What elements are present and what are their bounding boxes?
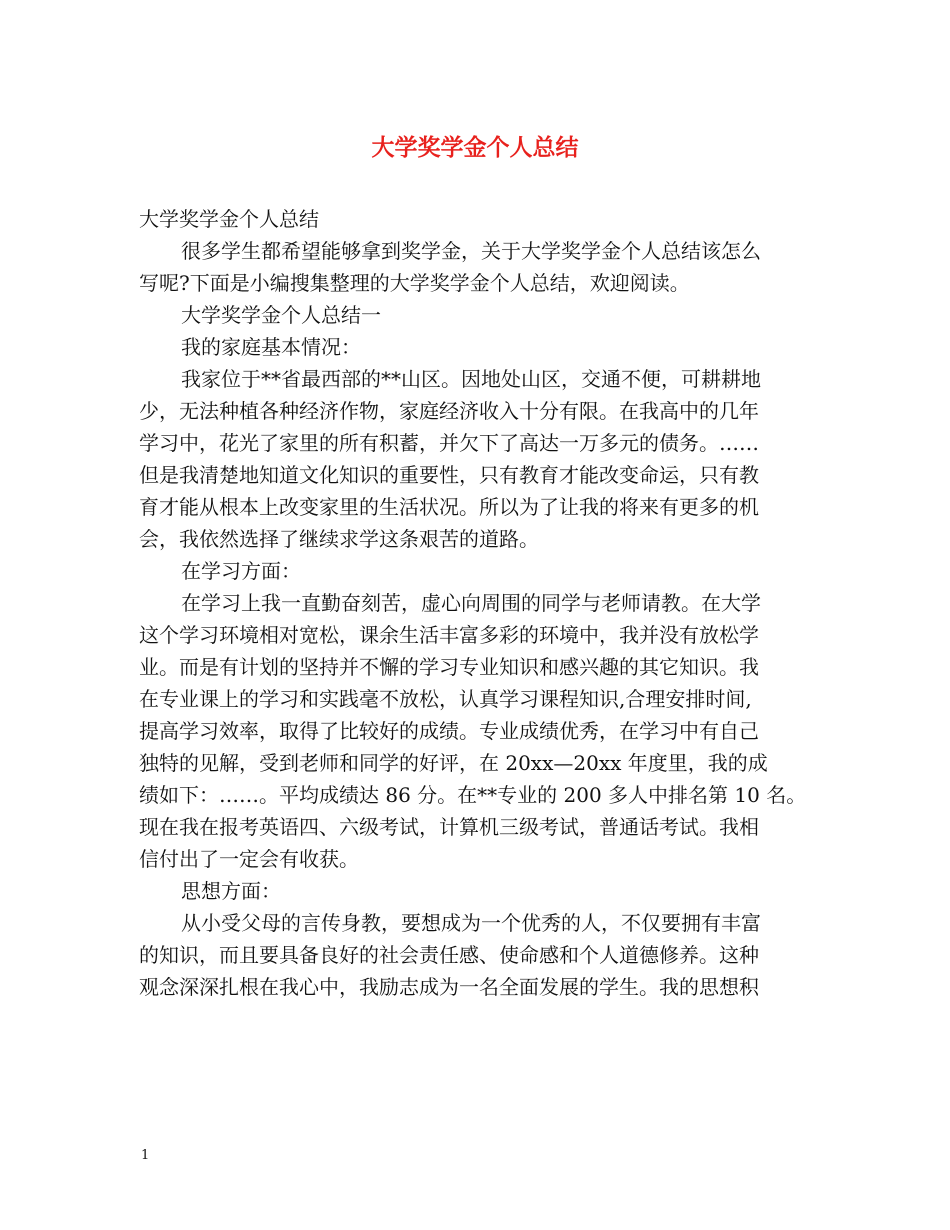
text-line: 绩如下：……。平均成绩达 86 分。在**专业的 200 多人中排名第 10 名。: [139, 783, 807, 807]
text-line: 学习中，花光了家里的所有积蓄，并欠下了高达一万多元的债务。……: [139, 431, 759, 455]
text-line: 业。而是有计划的坚持并不懈的学习专业知识和感兴趣的其它知识。我: [139, 655, 759, 679]
text-line: 大学奖学金个人总结一: [181, 303, 381, 327]
page-number: 1: [141, 1148, 150, 1163]
text-line: 在学习上我一直勤奋刻苦，虚心向周围的同学与老师请教。在大学: [181, 591, 761, 615]
text-line: 但是我清楚地知道文化知识的重要性，只有教育才能改变命运，只有教: [139, 463, 759, 487]
text-line: 独特的见解，受到老师和同学的好评，在 20xx—20xx 年度里，我的成: [139, 751, 768, 775]
text-line: 从小受父母的言传身教，要想成为一个优秀的人，不仅要拥有丰富: [181, 911, 761, 935]
text-line: 在学习方面：: [181, 559, 301, 583]
document-title: 大学奖学金个人总结: [371, 135, 579, 161]
text-line: 很多学生都希望能够拿到奖学金，关于大学奖学金个人总结该怎么: [181, 239, 761, 263]
text-line: 提高学习效率，取得了比较好的成绩。专业成绩优秀，在学习中有自己: [139, 719, 759, 743]
text-line: 写呢?下面是小编搜集整理的大学奖学金个人总结，欢迎阅读。: [139, 271, 690, 295]
text-line: 少，无法种植各种经济作物，家庭经济收入十分有限。在我高中的几年: [139, 399, 759, 423]
text-line: 这个学习环境相对宽松，课余生活丰富多彩的环境中，我并没有放松学: [139, 623, 759, 647]
text-line: 大学奖学金个人总结: [139, 207, 319, 231]
text-line: 思想方面：: [181, 879, 281, 903]
text-line: 观念深深扎根在我心中，我励志成为一名全面发展的学生。我的思想积: [139, 975, 759, 999]
text-line: 我的家庭基本情况：: [181, 335, 361, 359]
text-line: 信付出了一定会有收获。: [139, 847, 359, 871]
text-line: 会，我依然选择了继续求学这条艰苦的道路。: [139, 527, 539, 551]
text-line: 我家位于**省最西部的**山区。因地处山区，交通不便，可耕耕地: [181, 367, 761, 391]
text-line: 在专业课上的学习和实践毫不放松，认真学习课程知识,合理安排时间,: [139, 687, 752, 711]
text-line: 育才能从根本上改变家里的生活状况。所以为了让我的将来有更多的机: [139, 495, 759, 519]
text-line: 现在我在报考英语四、六级考试，计算机三级考试，普通话考试。我相: [139, 815, 759, 839]
text-line: 的知识，而且要具备良好的社会责任感、使命感和个人道德修养。这种: [139, 943, 759, 967]
document-body: [139, 203, 814, 1003]
